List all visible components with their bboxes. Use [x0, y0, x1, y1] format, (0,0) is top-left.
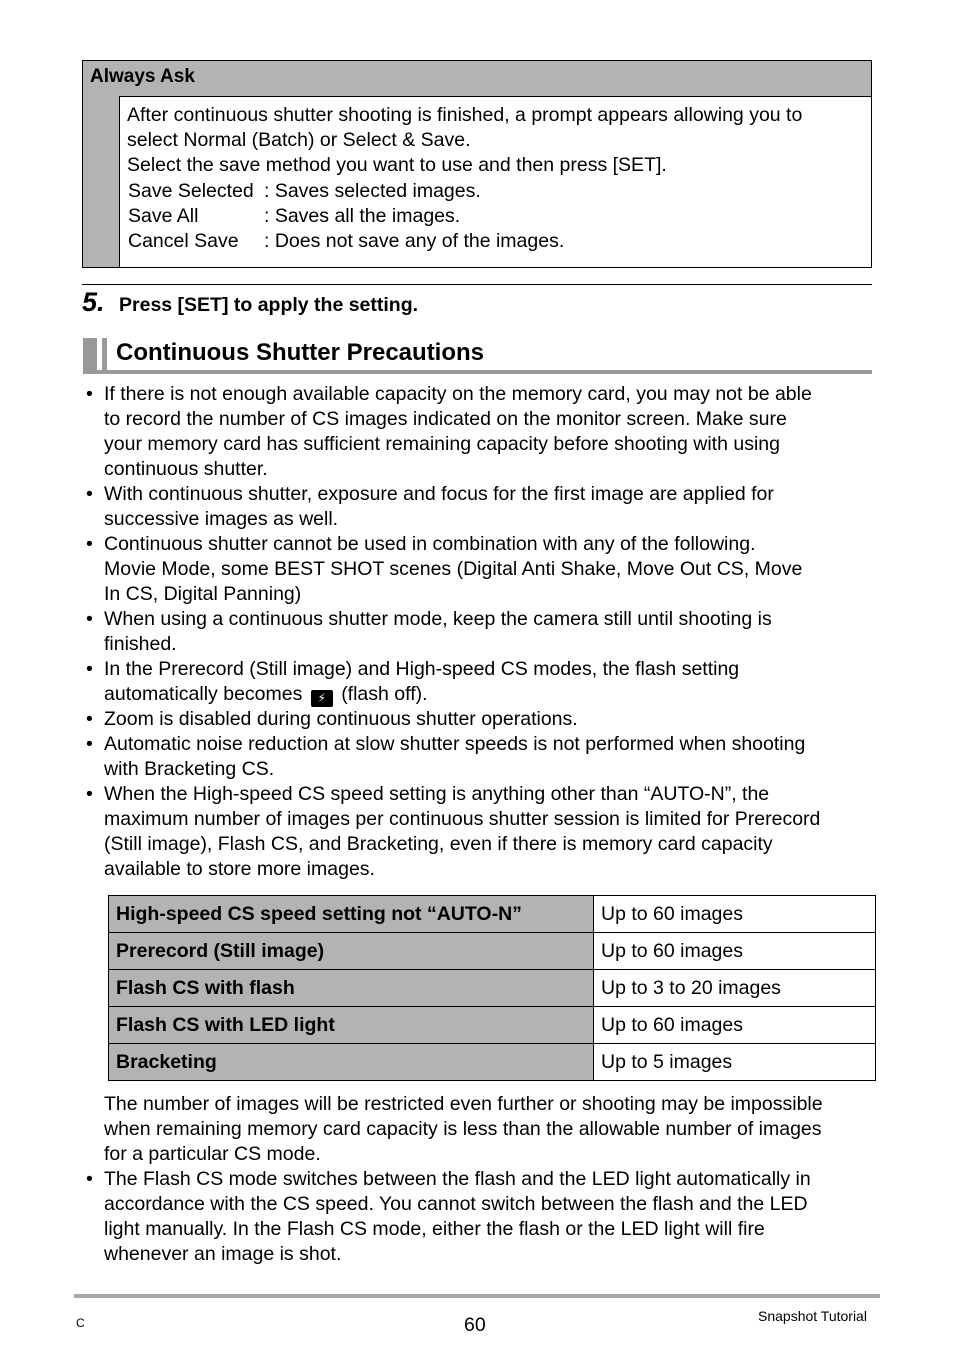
note-text: when remaining memory card capacity is less than the allowable number of images: [104, 1118, 822, 1140]
bullet-text: In the Prerecord (Still image) and High-speed CS modes, the flash setting: [104, 658, 740, 680]
heading-underline: [83, 370, 872, 374]
save-option-desc: : Does not save any of the images.: [264, 230, 565, 252]
save-option-name: Save Selected: [128, 180, 254, 202]
always-ask-content: [119, 96, 871, 267]
bullet-text: The Flash CS mode switches between the flash and the LED light automatically in: [104, 1168, 811, 1190]
table-cell-limit: Up to 60 images: [594, 896, 876, 933]
bullet-text: Movie Mode, some BEST SHOT scenes (Digital Anti Shake, Move Out CS, Move: [104, 558, 803, 580]
flash-off-icon: ⚡: [311, 690, 333, 707]
bullet-icon: •: [86, 483, 93, 505]
table-cell-limit: Up to 60 images: [594, 1007, 876, 1044]
bullet-text: When the High-speed CS speed setting is anything other than “AUTO-N”, the: [104, 783, 770, 805]
bullet-text: Zoom is disabled during continuous shutter operations.: [104, 708, 578, 730]
table-row: [109, 1007, 876, 1044]
bullet-text: successive images as well.: [104, 508, 339, 530]
table-cell-limit: Up to 5 images: [594, 1044, 876, 1081]
bullet-text: maximum number of images per continuous shutter session is limited for Prerecord: [104, 808, 821, 830]
bullet-text: light manually. In the Flash CS mode, either the flash or the LED light will fire: [104, 1218, 765, 1240]
bullet-text-with-icon: [104, 683, 428, 707]
table-cell-limit: Up to 3 to 20 images: [594, 970, 876, 1007]
note-text: for a particular CS mode.: [104, 1143, 321, 1165]
bullet-text: With continuous shutter, exposure and focus for the first image are applied for: [104, 483, 774, 505]
table-cell-setting: High-speed CS speed setting not “AUTO-N”: [109, 896, 594, 933]
table-row: [109, 896, 876, 933]
bullet-text: If there is not enough available capacity on the memory card, you may not be able: [104, 383, 812, 405]
step-divider: [82, 284, 872, 285]
bullet-text: to record the number of CS images indicated on the monitor screen. Make sure: [104, 408, 787, 430]
bullet-icon: •: [86, 608, 93, 630]
always-ask-line: After continuous shutter shooting is finished, a prompt appears allowing you to: [127, 104, 803, 126]
bullet-icon: •: [86, 783, 93, 805]
table-row: [109, 933, 876, 970]
image-limit-table: [108, 895, 876, 1081]
bullet-text: Automatic noise reduction at slow shutter speeds is not performed when shooting: [104, 733, 806, 755]
heading-marker-bar: [83, 338, 97, 372]
always-ask-line: Select the save method you want to use and then press [SET].: [127, 154, 667, 176]
footer-divider: [74, 1294, 880, 1298]
save-option-name: Save All: [128, 205, 199, 227]
bullet-text: continuous shutter.: [104, 458, 268, 480]
bullet-icon: •: [86, 708, 93, 730]
flash-line-before: automatically becomes: [104, 683, 303, 705]
table-cell-setting: Flash CS with flash: [109, 970, 594, 1007]
save-option-desc: : Saves all the images.: [264, 205, 461, 227]
note-text: The number of images will be restricted even further or shooting may be impossible: [104, 1093, 823, 1115]
always-ask-line: select Normal (Batch) or Select & Save.: [127, 129, 471, 151]
table-cell-setting: Prerecord (Still image): [109, 933, 594, 970]
bullet-icon: •: [86, 658, 93, 680]
page-number: 60: [464, 1314, 486, 1336]
bullet-icon: •: [86, 533, 93, 555]
flash-line-after: (flash off).: [341, 683, 428, 705]
bullet-text: (Still image), Flash CS, and Bracketing, even if there is memory card capacity: [104, 833, 773, 855]
table-cell-setting: Bracketing: [109, 1044, 594, 1081]
bullet-text: available to store more images.: [104, 858, 375, 880]
save-option-desc: : Saves selected images.: [264, 180, 481, 202]
bullet-icon: •: [86, 383, 93, 405]
table-row: [109, 970, 876, 1007]
table-cell-setting: Flash CS with LED light: [109, 1007, 594, 1044]
always-ask-title: Always Ask: [90, 66, 195, 87]
always-ask-box: [82, 60, 872, 268]
footer-chapter-title: Snapshot Tutorial: [758, 1308, 867, 1324]
table-cell-limit: Up to 60 images: [594, 933, 876, 970]
bullet-icon: •: [86, 1168, 93, 1190]
footer-language-code: C: [76, 1316, 85, 1330]
step-instruction: Press [SET] to apply the setting.: [119, 294, 419, 316]
bullet-text: with Bracketing CS.: [104, 758, 275, 780]
heading-marker-bar: [102, 338, 107, 372]
bullet-text: In CS, Digital Panning): [104, 583, 302, 605]
section-heading: Continuous Shutter Precautions: [116, 339, 485, 366]
bullet-text: finished.: [104, 633, 177, 655]
step-number: 5.: [82, 287, 105, 317]
table-row: [109, 1044, 876, 1081]
bullet-text: When using a continuous shutter mode, keep the camera still until shooting is: [104, 608, 772, 630]
bullet-text: whenever an image is shot.: [104, 1243, 342, 1265]
bullet-icon: •: [86, 733, 93, 755]
bullet-text: accordance with the CS speed. You cannot switch between the flash and the LED: [104, 1193, 808, 1215]
bullet-text: your memory card has sufficient remaining capacity before shooting with using: [104, 433, 780, 455]
save-option-name: Cancel Save: [128, 230, 239, 252]
bullet-text: Continuous shutter cannot be used in combination with any of the following.: [104, 533, 756, 555]
